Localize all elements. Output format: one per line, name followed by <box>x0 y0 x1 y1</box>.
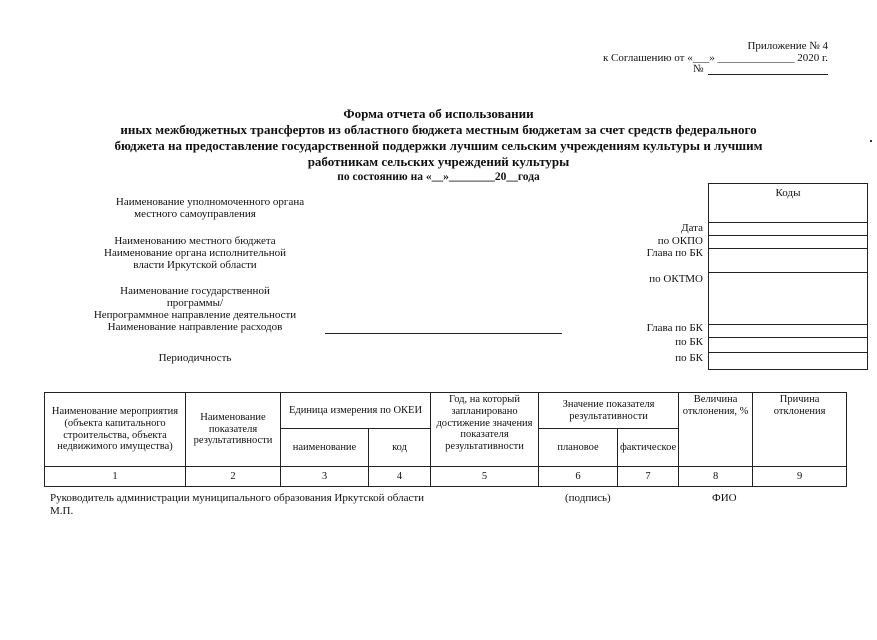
code-label-glava-bk-2: Глава по БК <box>646 322 703 334</box>
header-year: Год, на который запланировано достижение значения показателя результативности <box>431 393 539 467</box>
column-number: 7 <box>618 467 679 487</box>
codes-row-divider <box>709 324 867 325</box>
column-number: 3 <box>281 467 369 487</box>
header-value-actual: фактическое <box>618 429 679 467</box>
authorized-body-label-2: местного самоуправления <box>134 208 256 220</box>
header-value-planned: плановое <box>539 429 618 467</box>
column-number: 5 <box>431 467 539 487</box>
agreement-line: к Соглашению от «___» ______________ 2020 г. <box>602 52 828 64</box>
header-value-group: Значение показателя результативности <box>539 393 679 429</box>
code-label-oktmo: по ОКТМО <box>649 273 703 285</box>
head-of-administration-label: Руководитель администрации муниципального образования Иркутской области <box>50 492 425 504</box>
executive-body-label-1: Наименование органа исполнительной <box>104 247 286 259</box>
signature-label: (подпись) <box>565 492 611 504</box>
header-okei-group: Единица измерения по ОКЕИ <box>281 393 431 429</box>
agreement-number-label: № <box>693 63 704 75</box>
expense-direction-label: Наименование направление расходов <box>107 321 283 333</box>
code-label-okpo: по ОКПО <box>657 235 703 247</box>
appendix-label: Приложение № 4 <box>747 40 828 52</box>
header-event-name: Наименование мероприятия (объекта капитального строительства, объекта недвижимого имущества) <box>45 393 186 467</box>
column-number: 2 <box>186 467 281 487</box>
code-label-po-bk-2: по БК <box>675 352 703 364</box>
codes-row-divider <box>709 352 867 353</box>
local-budget-label: Наименованию местного бюджета <box>114 235 276 247</box>
header-reason: Причина отклонения <box>753 393 847 467</box>
codes-row-divider <box>709 272 867 273</box>
scan-speck <box>870 140 872 142</box>
code-label-date: Дата <box>681 222 703 234</box>
codes-box <box>708 183 868 370</box>
column-number: 6 <box>539 467 618 487</box>
column-number: 1 <box>45 467 186 487</box>
form-title-line-2: иных межбюджетных трансфертов из областного бюджета местным бюджетам за счет средств федерального <box>120 122 757 137</box>
form-title-line-3: бюджета на предоставление государственной поддержки лучшим сельским учреждениям культуры и лучшим <box>114 138 763 153</box>
column-number: 4 <box>369 467 431 487</box>
fio-label: ФИО <box>712 492 737 504</box>
header-okei-code: код <box>369 429 431 467</box>
header-deviation: Величина отклонения, % <box>679 393 753 467</box>
header-okei-name: наименование <box>281 429 369 467</box>
header-indicator-name: Наименование показателя результативности <box>186 393 281 467</box>
executive-body-label-2: власти Иркутской области <box>133 259 257 271</box>
stamp-place-label: М.П. <box>50 505 74 517</box>
report-date-line: по состоянию на «__»________20__года <box>337 171 540 183</box>
indicators-table <box>44 392 847 487</box>
code-label-glava-bk-1: Глава по БК <box>646 247 703 259</box>
periodicity-label: Периодичность <box>158 352 232 364</box>
expense-direction-underline <box>325 333 562 334</box>
form-title-line-4: работникам сельских учреждений культуры <box>307 154 570 169</box>
authorized-body-label-1: Наименование уполномоченного органа <box>115 196 305 208</box>
column-number: 8 <box>679 467 753 487</box>
code-label-po-bk-1: по БК <box>675 336 703 348</box>
agreement-number-underline <box>708 74 828 75</box>
form-title-line-1: Форма отчета об использовании <box>343 106 534 121</box>
codes-row-divider <box>709 222 867 223</box>
state-program-label-3: Непрограммное направление деятельности <box>93 309 297 321</box>
codes-header: Коды <box>775 187 801 199</box>
column-number: 9 <box>753 467 847 487</box>
codes-row-divider <box>709 337 867 338</box>
codes-row-divider <box>709 248 867 249</box>
codes-row-divider <box>709 235 867 236</box>
state-program-label-1: Наименование государственной <box>120 285 270 297</box>
state-program-label-2: программы/ <box>166 297 224 309</box>
